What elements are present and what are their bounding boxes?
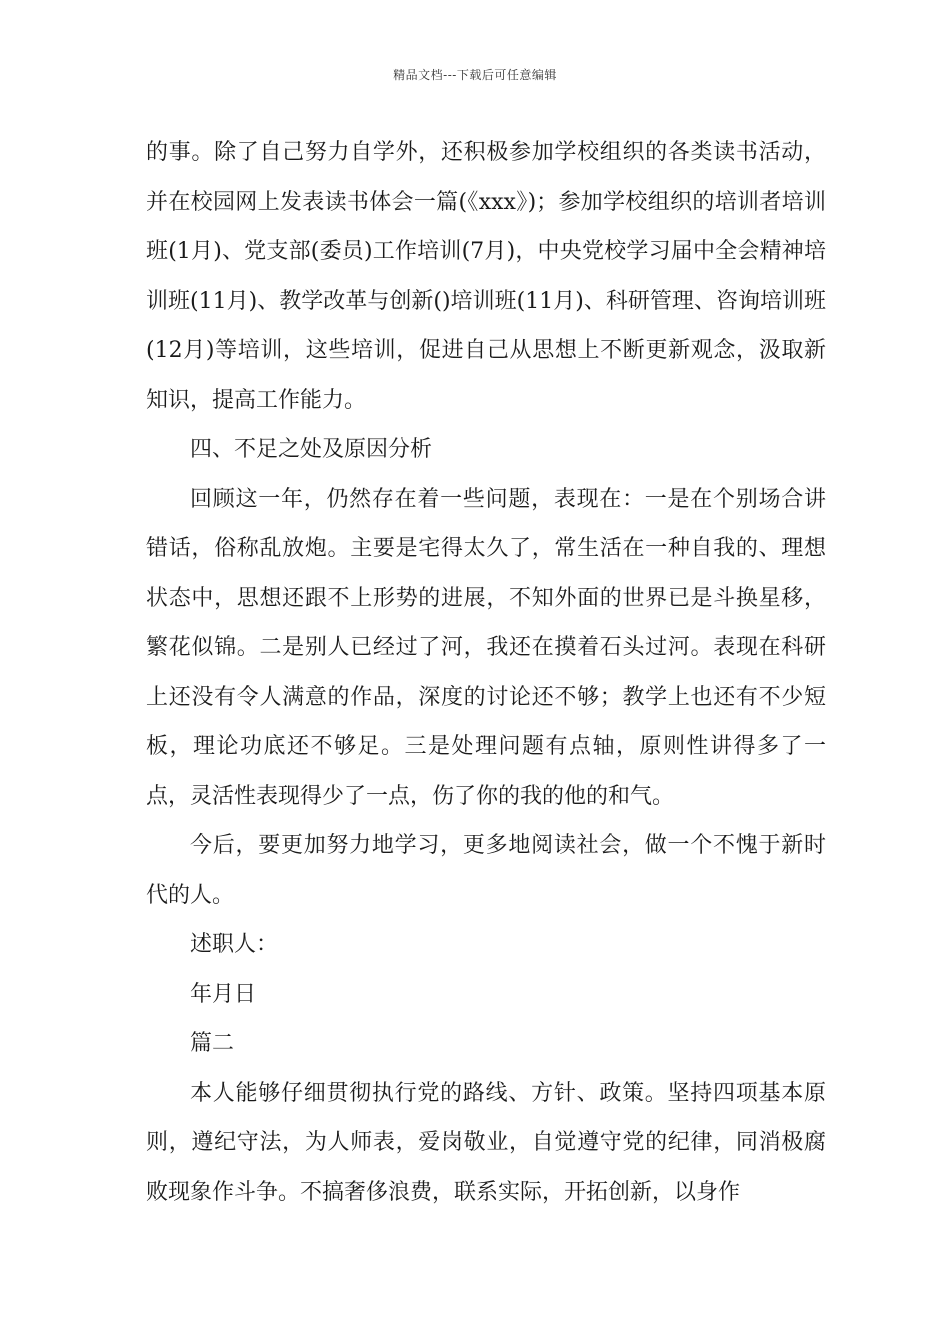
section-title-part-two: 篇二 — [190, 1031, 235, 1056]
page-header: 精品文档---下载后可任意编辑 — [393, 68, 557, 82]
paragraph-review: 回顾这一年，仍然存在着一些问题，表现在：一是在个别场合讲错话，俗称乱放炮。主要是宅得太久了，常生活在一种自我的、理想状态中，思想还跟不上形势的进展，不知外面的世界已是斗换星移，繁花似锦。二是别人已经过了河，我还在摸着石头过河。表现在科研上还没有令人满意的作品，深度的讨论还不够；教学上也还有不少短板，理论功底还不够足。三是处理问题有点轴，原则性讲得多了一点，灵活性表现得少了一点，伤了你的我的他的和气。 — [146, 486, 826, 809]
paragraph-part-two: 本人能够仔细贯彻执行党的路线、方针、政策。坚持四项基本原则，遵纪守法，为人师表，爱岗敬业，自觉遵守党的纪律，同消极腐败现象作斗争。不搞奢侈浪费，联系实际，开拓创新，以身作 — [146, 1080, 826, 1205]
date-label: 年月日 — [190, 981, 257, 1007]
paragraph-future: 今后，要更加努力地学习，更多地阅读社会，做一个不愧于新时代的人。 — [146, 833, 826, 908]
signature-label: 述职人： — [190, 932, 279, 957]
paragraph-reading-activities: 的事。除了自己努力自学外，还积极参加学校组织的各类读书活动，并在校园网上发表读书体会一篇(《xxx》)；参加学校组织的培训者培训班(1月)、党支部(委员)工作培训(7月)，中央党校学习届中全会精神培训班(11月)、教学改革与创新()培训班(11月)、科研管理、咨询培训班(12月)等培训，这些培训，促进自己从思想上不断更新观念，汲取新知识，提高工作能力。 — [146, 140, 826, 413]
document-body — [146, 128, 826, 1217]
section-heading-shortcomings: 四、不足之处及原因分析 — [190, 437, 433, 462]
